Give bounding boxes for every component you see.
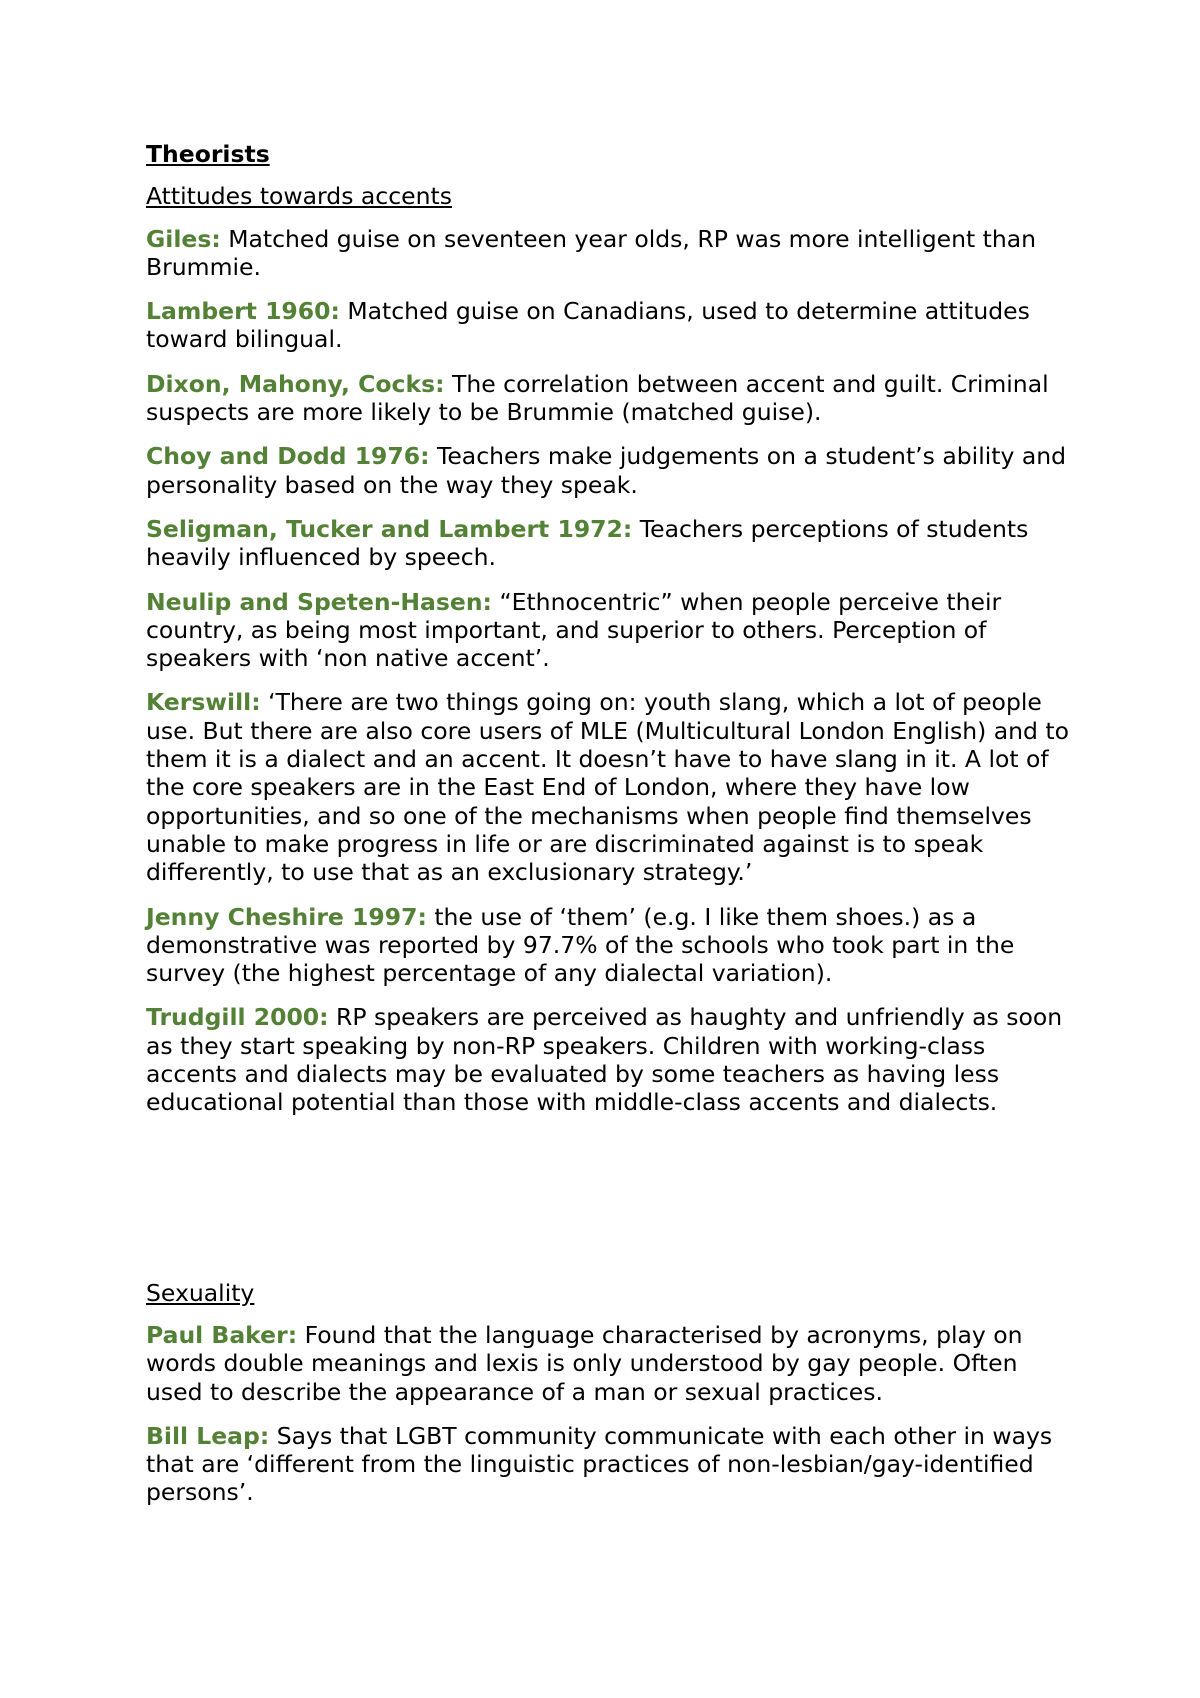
theorist-name: Bill Leap: xyxy=(146,1421,270,1450)
theorist-text: ‘There are two things going on: youth slang, which a lot of people use. But there are also core users of MLE (Multicultural London English) and to them it is a dialect and an accent. It doesn’t have to have slang in it. A lot of the core speakers are in the East End of London, where they have low opportunities, and so one of the mechanisms when people find themselves unable to make progress in life or are discriminated against is to speak differently, to use that as an exclusionary strategy.’ xyxy=(146,688,1070,887)
theorist-name: Lambert 1960: xyxy=(146,297,340,326)
theorist-entry xyxy=(146,370,1076,427)
theorist-entry xyxy=(146,1321,1076,1406)
theorist-name: Kerswill: xyxy=(146,688,261,717)
theorist-name: Giles: xyxy=(146,224,221,253)
theorist-name: Jenny Cheshire 1997: xyxy=(146,902,427,931)
section-heading-sexuality: Sexuality xyxy=(146,1278,255,1307)
theorist-name: Choy and Dodd 1976: xyxy=(146,442,430,471)
theorist-text: RP speakers are perceived as haughty and unfriendly as soon as they start speaking by non-RP speakers. Children with working-class accents and dialects may be evaluated by some teachers as having less educational potential than those with middle-class accents and dialects. xyxy=(146,1003,1063,1117)
theorist-text: Teachers perceptions of students heavily influenced by speech. xyxy=(146,514,1029,572)
theorist-name: Neulip and Speten-Hasen: xyxy=(146,587,492,616)
theorist-name: Paul Baker: xyxy=(146,1320,298,1349)
theorist-text: Says that LGBT community communicate with each other in ways that are ‘different from the linguistic practices of non-lesbian/gay-identified persons’. xyxy=(146,1421,1053,1507)
theorist-entry xyxy=(146,588,1076,673)
theorist-entry xyxy=(146,903,1076,988)
theorist-entry xyxy=(146,225,1076,282)
theorist-entry xyxy=(146,442,1076,499)
theorist-text: the use of ‘them’ (e.g. I like them shoes.) as a demonstrative was reported by 97.7% of the schools who took part in the survey (the highest percentage of any dialectal variation). xyxy=(146,902,1015,988)
theorist-text: Matched guise on seventeen year olds, RP was more intelligent than Brummie. xyxy=(146,224,1037,281)
theorist-entry xyxy=(146,515,1076,572)
theorist-name: Trudgill 2000: xyxy=(146,1003,329,1032)
theorist-entry xyxy=(146,1003,1076,1116)
theorist-entry xyxy=(146,297,1076,354)
section-heading-accents: Attitudes towards accents xyxy=(146,182,452,211)
theorist-entry xyxy=(146,1422,1076,1507)
theorist-text: Matched guise on Canadians, used to determine attitudes toward bilingual. xyxy=(146,297,1030,354)
blank-space xyxy=(146,1133,1076,1279)
theorist-text: “Ethnocentric” when people perceive their country, as being most important, and superior to others. Perception of speakers with ‘non native accent’. xyxy=(146,587,1002,673)
theorist-name: Seligman, Tucker and Lambert 1972: xyxy=(146,514,633,543)
theorist-text: Teachers make judgements on a student’s ability and personality based on the way they speak. xyxy=(146,442,1067,499)
theorist-text: The correlation between accent and guilt. Criminal suspects are more likely to be Brummie (matched guise). xyxy=(146,369,1049,427)
theorist-text: Found that the language characterised by acronyms, play on words double meanings and lexis is only understood by gay people. Often used to describe the appearance of a man or sexual practices. xyxy=(146,1320,1023,1406)
document-page xyxy=(146,140,1076,1523)
document-title: Theorists xyxy=(146,140,270,168)
theorist-entry xyxy=(146,688,1076,886)
theorist-name: Dixon, Mahony, Cocks: xyxy=(146,369,445,398)
